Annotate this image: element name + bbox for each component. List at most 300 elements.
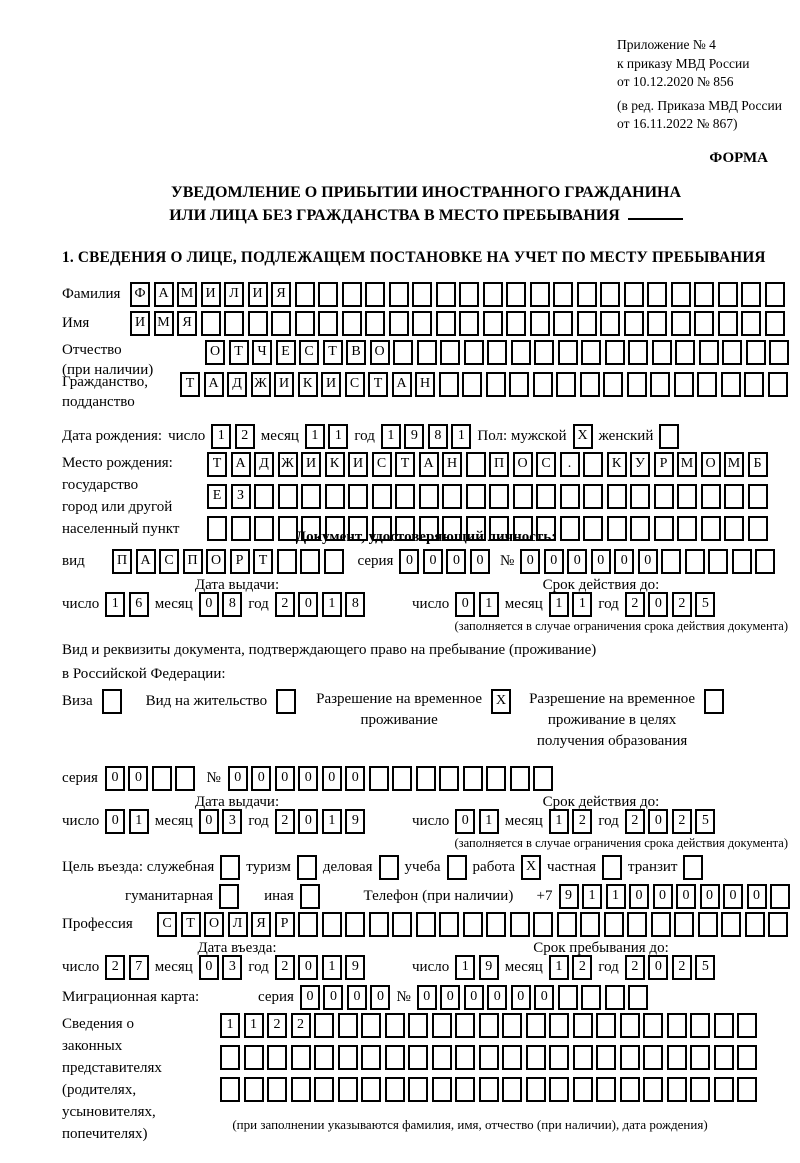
cell xyxy=(699,340,719,365)
birth-date-row xyxy=(62,424,790,449)
cell: 0 xyxy=(700,884,720,909)
cell: 0 xyxy=(648,592,668,617)
cell: 9 xyxy=(559,884,579,909)
cell xyxy=(385,1045,405,1070)
cell xyxy=(372,484,392,509)
cell xyxy=(483,311,503,336)
permit-valid-year-cells xyxy=(625,809,716,834)
cell: Я xyxy=(251,912,271,937)
purpose-official-checkbox xyxy=(220,855,240,880)
legal-reps-row xyxy=(62,1013,790,1145)
cell xyxy=(509,372,529,397)
cell xyxy=(479,1045,499,1070)
cell: О xyxy=(206,549,226,574)
cell xyxy=(600,311,620,336)
cell: 0 xyxy=(105,809,125,834)
cell xyxy=(647,282,667,307)
cell: 0 xyxy=(464,985,484,1010)
purpose-study-label: учеба xyxy=(404,858,441,875)
cell xyxy=(389,311,409,336)
cell: 1 xyxy=(479,592,499,617)
cell: 2 xyxy=(275,955,295,980)
cell: З xyxy=(231,484,251,509)
cell: Р xyxy=(230,549,250,574)
cell: И xyxy=(274,372,294,397)
issue-day-cells xyxy=(105,592,149,617)
cell xyxy=(502,1013,522,1038)
cell: 0 xyxy=(423,549,443,574)
doc-kind-label: вид xyxy=(62,552,85,569)
cell: 1 xyxy=(105,592,125,617)
cell xyxy=(486,912,506,937)
doc-series-label: серия xyxy=(357,552,394,569)
cell xyxy=(277,549,297,574)
cell: Е xyxy=(276,340,296,365)
profession-label: Профессия xyxy=(62,915,133,932)
cell: 0 xyxy=(199,592,219,617)
cell xyxy=(408,1045,428,1070)
cell xyxy=(549,1045,569,1070)
cell xyxy=(254,516,274,541)
issue-caption: Дата выдачи: xyxy=(194,576,280,593)
cell xyxy=(768,372,788,397)
cell: 2 xyxy=(572,809,592,834)
cell xyxy=(464,340,484,365)
cell xyxy=(737,1045,757,1070)
entry-dates-row xyxy=(62,955,790,980)
cell: Т xyxy=(180,372,200,397)
cell xyxy=(667,1013,687,1038)
cell: 0 xyxy=(648,809,668,834)
cell xyxy=(741,282,761,307)
cell xyxy=(573,1013,593,1038)
cell xyxy=(201,311,221,336)
cell xyxy=(748,516,768,541)
cell xyxy=(506,282,526,307)
cell xyxy=(654,484,674,509)
cell xyxy=(647,311,667,336)
cell xyxy=(348,484,368,509)
cell xyxy=(322,912,342,937)
cell xyxy=(278,516,298,541)
legal-reps-cells-1 xyxy=(220,1013,790,1038)
entry-date-group: число 2 7 месяц 0 3 год 2 0 1 9 xyxy=(62,955,412,980)
cell: 1 xyxy=(582,884,602,909)
cell xyxy=(392,766,412,791)
cell xyxy=(581,340,601,365)
cell xyxy=(604,912,624,937)
cell: О xyxy=(701,452,721,477)
cell xyxy=(732,549,752,574)
sex-female-label: женский xyxy=(598,427,654,444)
cell xyxy=(439,372,459,397)
residence-permit-checkbox xyxy=(276,689,296,714)
residence-permit-label: Вид на жительство xyxy=(145,692,268,709)
cell xyxy=(436,311,456,336)
cell xyxy=(502,1077,522,1102)
migration-number-cells xyxy=(417,985,649,1010)
sex-female-checkbox xyxy=(659,424,679,449)
cell xyxy=(439,912,459,937)
cell xyxy=(714,1013,734,1038)
cell xyxy=(697,372,717,397)
cell: 5 xyxy=(695,592,715,617)
cell xyxy=(675,340,695,365)
cell: С xyxy=(536,452,556,477)
permit-dates-row xyxy=(62,809,790,834)
cell xyxy=(365,311,385,336)
cell xyxy=(602,855,622,880)
cell: 0 xyxy=(676,884,696,909)
cell xyxy=(741,311,761,336)
cell xyxy=(536,484,556,509)
legal-reps-note: (при заполнении указываются фамилия, имя, отчество (при наличии), дата рождения) xyxy=(232,1116,708,1132)
cell: 0 xyxy=(446,549,466,574)
cell xyxy=(298,912,318,937)
cell: Т xyxy=(253,549,273,574)
cell: 1 xyxy=(549,809,569,834)
cell: 1 xyxy=(606,884,626,909)
cell xyxy=(385,1013,405,1038)
cell xyxy=(479,1077,499,1102)
cell: Ж xyxy=(251,372,271,397)
cell xyxy=(724,484,744,509)
cell: И xyxy=(201,282,221,307)
cell: 9 xyxy=(404,424,424,449)
cell: Т xyxy=(181,912,201,937)
cell xyxy=(628,985,648,1010)
cell xyxy=(533,766,553,791)
cell: 0 xyxy=(228,766,248,791)
cell: 0 xyxy=(653,884,673,909)
cell xyxy=(207,516,227,541)
cell xyxy=(278,484,298,509)
cell: 1 xyxy=(549,592,569,617)
doc-kind-cells xyxy=(112,549,344,574)
cell xyxy=(667,1045,687,1070)
cell: 0 xyxy=(534,985,554,1010)
cell xyxy=(417,340,437,365)
cell xyxy=(267,1077,287,1102)
cell: Е xyxy=(207,484,227,509)
cell: А xyxy=(392,372,412,397)
migration-number-label: № xyxy=(396,988,411,1005)
cell: С xyxy=(157,912,177,937)
cell xyxy=(345,912,365,937)
stay-year-cells xyxy=(625,955,716,980)
cell: К xyxy=(325,452,345,477)
name-cells xyxy=(130,311,785,336)
citizenship-label: Гражданство, подданство xyxy=(62,373,149,410)
cell: 0 xyxy=(105,766,125,791)
doc-number-cells xyxy=(520,549,775,574)
birth-month-cells xyxy=(305,424,349,449)
citizenship-row xyxy=(62,372,790,412)
cell xyxy=(708,549,728,574)
cell xyxy=(737,1013,757,1038)
cell: 0 xyxy=(298,592,318,617)
cell xyxy=(318,282,338,307)
cell xyxy=(365,282,385,307)
cell xyxy=(432,1013,452,1038)
cell xyxy=(416,766,436,791)
cell xyxy=(502,1045,522,1070)
profession-row xyxy=(62,912,790,937)
cell xyxy=(447,855,467,880)
cell xyxy=(556,372,576,397)
cell: 0 xyxy=(323,985,343,1010)
cell xyxy=(701,484,721,509)
identity-doc-heading: Документ, удостоверяющий личность: xyxy=(295,528,557,545)
cell: X xyxy=(521,855,541,880)
cell xyxy=(558,985,578,1010)
cell xyxy=(479,1013,499,1038)
entry-month-cells xyxy=(199,955,243,980)
cell: 9 xyxy=(345,809,365,834)
cell xyxy=(533,912,553,937)
cell: К xyxy=(298,372,318,397)
cell: 0 xyxy=(128,766,148,791)
cell xyxy=(489,484,509,509)
cell: 0 xyxy=(345,766,365,791)
birth-day-cells xyxy=(211,424,255,449)
permit-intro: Вид и реквизиты документа, подтверждающего право на пребывание (проживание) в Российской Федерации: xyxy=(62,641,597,682)
surname-cells xyxy=(130,282,785,307)
cell xyxy=(419,484,439,509)
cell: 0 xyxy=(511,985,531,1010)
surname-row xyxy=(62,282,790,307)
purpose-private-checkbox xyxy=(602,855,622,880)
cell xyxy=(301,484,321,509)
cell: Р xyxy=(275,912,295,937)
cell xyxy=(412,282,432,307)
cell xyxy=(455,1077,475,1102)
cell xyxy=(510,766,530,791)
cell: Н xyxy=(442,452,462,477)
cell: 2 xyxy=(291,1013,311,1038)
cell: А xyxy=(231,452,251,477)
cell xyxy=(577,282,597,307)
purpose-work-checkbox xyxy=(521,855,541,880)
cell xyxy=(744,372,764,397)
cell xyxy=(267,1045,287,1070)
cell: 1 xyxy=(305,424,325,449)
cell: С xyxy=(345,372,365,397)
cell xyxy=(102,689,122,714)
year-label: год xyxy=(354,427,375,444)
cell xyxy=(596,1013,616,1038)
cell: 0 xyxy=(199,809,219,834)
cell: П xyxy=(183,549,203,574)
cell: Л xyxy=(228,912,248,937)
birth-place-cells-1 xyxy=(207,452,768,477)
cell xyxy=(224,311,244,336)
cell xyxy=(439,766,459,791)
permit-series-cells xyxy=(105,766,196,791)
cell xyxy=(526,1045,546,1070)
cell xyxy=(526,1077,546,1102)
cell xyxy=(620,1077,640,1102)
cell xyxy=(704,689,724,714)
cell xyxy=(600,282,620,307)
cell xyxy=(603,372,623,397)
cell: 0 xyxy=(455,809,475,834)
cell: 2 xyxy=(672,592,692,617)
cell: 0 xyxy=(648,955,668,980)
cell xyxy=(690,1077,710,1102)
cell xyxy=(459,282,479,307)
cell xyxy=(325,484,345,509)
cell xyxy=(694,311,714,336)
cell xyxy=(557,912,577,937)
patronymic-cells xyxy=(205,340,789,365)
cell: . xyxy=(560,452,580,477)
cell xyxy=(459,311,479,336)
cell xyxy=(677,516,697,541)
cell xyxy=(721,912,741,937)
sex-label: Пол: мужской xyxy=(477,427,567,444)
phone-prefix: +7 xyxy=(536,887,553,904)
cell: 8 xyxy=(222,592,242,617)
cell: С xyxy=(372,452,392,477)
cell xyxy=(436,282,456,307)
purpose-study-checkbox xyxy=(447,855,467,880)
cell xyxy=(291,1045,311,1070)
cell xyxy=(462,372,482,397)
cell xyxy=(694,282,714,307)
stay-day-cells xyxy=(455,955,499,980)
cell: Б xyxy=(748,452,768,477)
cell xyxy=(659,424,679,449)
name-label: Имя xyxy=(62,314,90,331)
cell xyxy=(487,340,507,365)
humanitarian-checkbox xyxy=(219,884,239,909)
cell xyxy=(432,1045,452,1070)
cell xyxy=(690,1045,710,1070)
cell xyxy=(630,484,650,509)
cell xyxy=(624,311,644,336)
cell xyxy=(701,516,721,541)
cell: 1 xyxy=(549,955,569,980)
cell: 1 xyxy=(328,424,348,449)
permit-series-label: серия xyxy=(62,769,98,786)
cell xyxy=(661,549,681,574)
valid-year-cells xyxy=(625,592,716,617)
cell: 0 xyxy=(347,985,367,1010)
purpose-row xyxy=(62,855,790,880)
cell: А xyxy=(154,282,174,307)
cell xyxy=(220,1077,240,1102)
cell: 3 xyxy=(222,955,242,980)
cell xyxy=(746,340,766,365)
cell: 0 xyxy=(747,884,767,909)
cell xyxy=(483,282,503,307)
cell xyxy=(338,1013,358,1038)
cell: 5 xyxy=(695,955,715,980)
cell xyxy=(513,484,533,509)
cell: 1 xyxy=(211,424,231,449)
form-title-line2: ИЛИ ЛИЦА БЕЗ ГРАЖДАНСТВА В МЕСТО ПРЕБЫВАНИЯ xyxy=(62,204,790,227)
cell: 0 xyxy=(298,955,318,980)
sex-male-checkbox xyxy=(573,424,593,449)
appendix-line: от 16.11.2022 № 867) xyxy=(617,116,738,131)
entry-caption: Дата въезда: xyxy=(197,939,277,956)
permit-type-row xyxy=(62,689,790,752)
cell xyxy=(220,1045,240,1070)
cell xyxy=(560,484,580,509)
cell: Т xyxy=(229,340,249,365)
purpose-transit-checkbox xyxy=(683,855,703,880)
cell xyxy=(300,884,320,909)
form-title-line1: УВЕДОМЛЕНИЕ О ПРИБЫТИИ ИНОСТРАННОГО ГРАЖДАНИНА xyxy=(170,183,682,201)
cell xyxy=(389,282,409,307)
patronymic-label: Отчество (при наличии) xyxy=(62,341,154,378)
cell xyxy=(369,912,389,937)
cell xyxy=(549,1077,569,1102)
cell xyxy=(671,311,691,336)
cell xyxy=(526,1013,546,1038)
cell: X xyxy=(491,689,511,714)
cell xyxy=(652,340,672,365)
cell: 2 xyxy=(105,955,125,980)
permit-number-label: № xyxy=(206,769,221,786)
cell: 1 xyxy=(451,424,471,449)
cell: 8 xyxy=(428,424,448,449)
cell: 0 xyxy=(629,884,649,909)
permit-valid-month-cells xyxy=(549,809,593,834)
cell xyxy=(650,372,670,397)
temp-residence-edu-checkbox xyxy=(704,689,724,714)
section1-heading: 1. СВЕДЕНИЯ О ЛИЦЕ, ПОДЛЕЖАЩЕМ ПОСТАНОВКЕ НА УЧЕТ ПО МЕСТУ ПРЕБЫВАНИЯ xyxy=(62,248,766,266)
cell: 9 xyxy=(345,955,365,980)
cell xyxy=(722,340,742,365)
migration-card-label: Миграционная карта: xyxy=(62,988,200,1005)
cell xyxy=(677,484,697,509)
cell xyxy=(596,1077,616,1102)
cell xyxy=(628,340,648,365)
cell: 9 xyxy=(479,955,499,980)
cell xyxy=(297,855,317,880)
cell xyxy=(769,340,789,365)
cell xyxy=(314,1045,334,1070)
cell: О xyxy=(513,452,533,477)
cell xyxy=(724,516,744,541)
cell xyxy=(248,311,268,336)
cell: М xyxy=(677,452,697,477)
cell xyxy=(416,912,436,937)
cell: 0 xyxy=(638,549,658,574)
cell: 0 xyxy=(440,985,460,1010)
cell: М xyxy=(154,311,174,336)
cell xyxy=(721,372,741,397)
cell xyxy=(324,549,344,574)
cell xyxy=(385,1077,405,1102)
cell: 1 xyxy=(129,809,149,834)
birth-date-label: Дата рождения: xyxy=(62,427,163,444)
cell: 0 xyxy=(251,766,271,791)
cell: 0 xyxy=(723,884,743,909)
cell: П xyxy=(489,452,509,477)
cell: М xyxy=(724,452,744,477)
cell xyxy=(549,1013,569,1038)
cell: О xyxy=(204,912,224,937)
entry-year-cells xyxy=(275,955,366,980)
permit-valid-caption: Срок действия до: xyxy=(542,793,660,810)
cell xyxy=(573,1045,593,1070)
cell xyxy=(393,340,413,365)
cell: С xyxy=(159,549,179,574)
cell xyxy=(338,1077,358,1102)
